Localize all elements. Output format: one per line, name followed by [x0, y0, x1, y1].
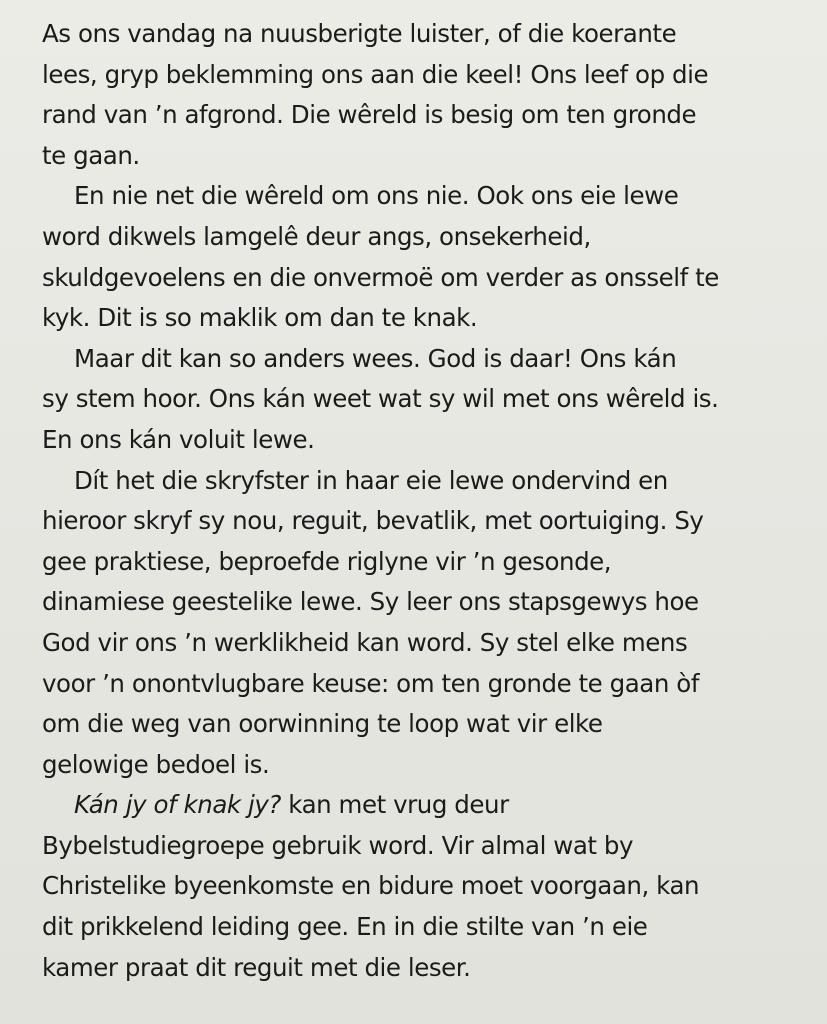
- text-line: hieroor skryf sy nou, reguit, bevatlik, met oortuiging. Sy: [42, 506, 704, 536]
- text-line: sy stem hoor. Ons kán weet wat sy wil met ons wêreld is.: [42, 384, 719, 414]
- text-line: [42, 785, 807, 826]
- text-line: kamer praat dit reguit met die leser.: [42, 952, 471, 982]
- text-line: As ons vandag na nuusberigte luister, of die koerante: [42, 19, 677, 48]
- paragraph-3: [42, 339, 807, 461]
- text-line: Bybelstudiegroepe gebruik word. Vir almal wat by: [42, 830, 634, 860]
- book-title-italic: Kán jy of knak jy?: [74, 790, 281, 820]
- text-line: rand van ’n afgrond. Die wêreld is besig om ten gronde: [42, 100, 697, 130]
- text-line: dinamiese geestelike lewe. Sy leer ons stapsgewys hoe: [42, 587, 699, 617]
- text-line: Christelike byeenkomste en bidure moet voorgaan, kan: [42, 871, 700, 901]
- text-line: kyk. Dit is so maklik om dan te knak.: [42, 303, 478, 333]
- text-line: om die weg van oorwinning te loop wat vir elke: [42, 709, 603, 739]
- paragraph-1: [42, 14, 807, 176]
- text-line: God vir ons ’n werklikheid kan word. Sy stel elke mens: [42, 627, 688, 657]
- text-line: gee praktiese, beproefde riglyne vir ’n gesonde,: [42, 546, 612, 576]
- paragraph-2: [42, 176, 807, 338]
- paragraph-5: [42, 785, 807, 988]
- paragraph-4: [42, 461, 807, 786]
- text-line: te gaan.: [42, 140, 140, 170]
- text-line: skuldgevoelens en die onvermoë om verder as onsself te: [42, 262, 719, 292]
- text-line: lees, gryp beklemming ons aan die keel! Ons leef op die: [42, 59, 709, 89]
- text-line: En nie net die wêreld om ons nie. Ook ons eie lewe: [74, 181, 679, 211]
- text-line: Maar dit kan so anders wees. God is daar! Ons kán: [74, 343, 677, 373]
- text-line: word dikwels lamgelê deur angs, onsekerheid,: [42, 221, 591, 251]
- text-line: voor ’n onontvlugbare keuse: om ten gronde te gaan òf: [42, 668, 700, 698]
- text-line: gelowige bedoel is.: [42, 749, 270, 779]
- text-line: En ons kán voluit lewe.: [42, 424, 315, 454]
- text-line: dit prikkelend leiding gee. En in die stilte van ’n eie: [42, 912, 648, 942]
- text-line: Dít het die skryfster in haar eie lewe ondervind en: [74, 465, 668, 495]
- text-fragment: kan met vrug deur: [280, 790, 509, 820]
